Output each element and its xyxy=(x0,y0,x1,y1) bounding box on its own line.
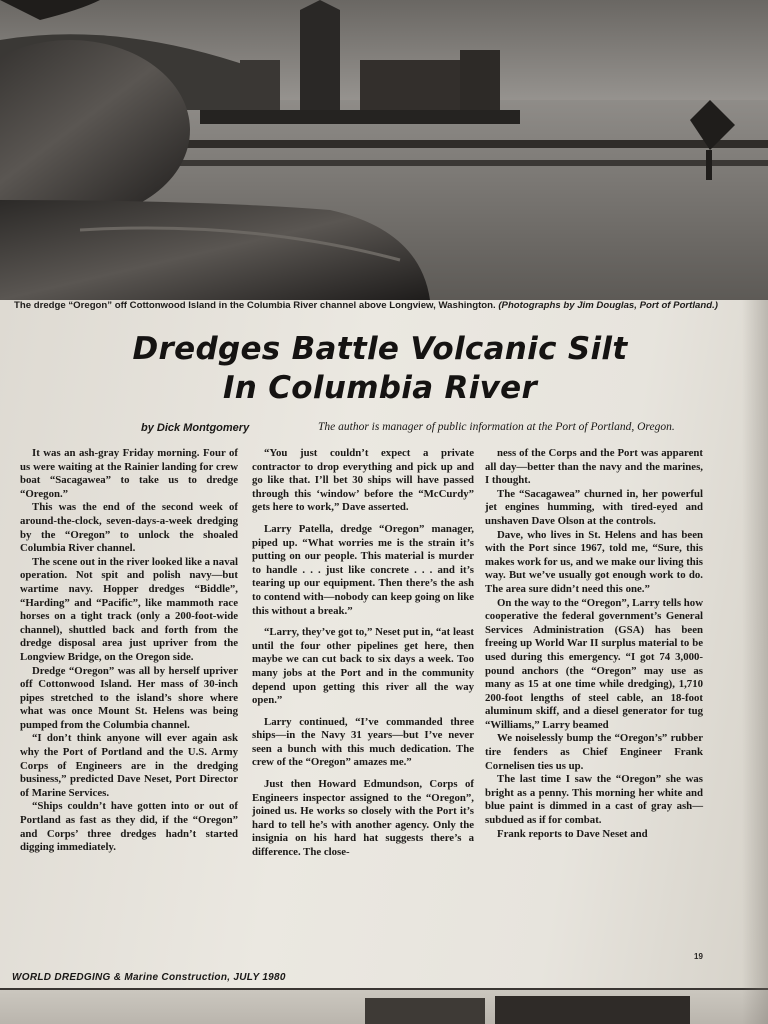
paragraph: The last time I saw the “Oregon” she was bright as a penny. This morning her white and blue paint is dimmed in a cast of gray ash—subdued as if for combat. xyxy=(485,773,703,827)
paragraph: Dredge “Oregon” was all by herself upriver off Cottonwood Island. Her mass of 30-inch pipes stretched to the island’s shore where what was once Mount St. Helens was being pumped from the Columbia channel. xyxy=(20,664,238,731)
author-note: The author is manager of public information at the Port of Portland, Oregon. xyxy=(318,421,675,433)
magazine-footer: WORLD DREDGING & Marine Construction, JULY 1980 xyxy=(12,972,286,983)
paragraph: This was the end of the second week of around-the-clock, seven-days-a-week dredging by the “Oregon” to unlock the shoaled Columbia River channel. xyxy=(20,501,238,555)
paragraph: We noiselessly bump the “Oregon’s” rubber tire fenders as Chief Engineer Frank Cornelisen ties us up. xyxy=(485,732,703,772)
underlying-photo xyxy=(365,998,485,1024)
paragraph: “You just couldn’t expect a private contractor to drop everything and pick up and go like that. I’ll bet 30 ships will have passed through this ‘window’ before the “McCurdy” gets here to work,” Dave asserted. xyxy=(252,447,474,514)
paragraph: Larry Patella, dredge “Oregon” manager, piped up. “What worries me is the strain it’s putting on our people. This material is murder to handle . . . just like concrete . . . and it’s tearing up our equipment. Then there’s the ash to contend with—nobody can keep going on like this without a break.” xyxy=(252,522,474,617)
paragraph: The “Sacagawea” churned in, her powerful jet engines humming, with tired-eyed and unshaven Dave Olson at the controls. xyxy=(485,487,703,527)
paragraph: Just then Howard Edmundson, Corps of Engineers inspector assigned to the “Oregon”, joined us. He works so closely with the Port it’s hard to tell he’s with another agency. Only the insignia on his hard hat suggests there’s a difference. The close- xyxy=(252,778,474,859)
paragraph: Frank reports to Dave Neset and xyxy=(497,827,648,840)
paragraph: On the way to the “Oregon”, Larry tells how cooperative the federal government’s General Services Administration (GSA) has been freeing up World War II surplus material to be used during this emergency. “I got 74 3,000-pound anchors (the “Oregon” may use as many as 15 at one time while dredging), 1,710 200-foot lengths of steel cable, an 18-foot aluminum skiff, and a diesel generator for tug “Williams,” Larry beamed xyxy=(485,596,703,731)
paragraph: It was an ash-gray Friday morning. Four of us were waiting at the Rainier landing for crew boat “Sacagawea” to take us to dredge “Oregon.” xyxy=(20,447,238,500)
dredge-photo xyxy=(0,0,768,300)
article-column-3 xyxy=(485,447,703,841)
article-column-1 xyxy=(20,447,238,855)
paragraph: Larry continued, “I’ve commanded three ships—in the Navy 31 years—but I’ve never seen a bunch with this much dedication. The crew of the “Oregon” amazes me.” xyxy=(252,715,474,769)
headline-line-1: Dredges Battle Volcanic Silt xyxy=(132,331,628,367)
paragraph: “Larry, they’ve got to,” Neset put in, “at least until the four other pipelines get here, then maybe we can cut back to six days a week. Too many jobs at the Port and in the community depend upon getting this river all the way open.” xyxy=(252,626,474,707)
article-headline xyxy=(0,330,760,408)
paragraph: ness of the Corps and the Port was apparent all day—better than the navy and the marines, I thought. xyxy=(485,447,703,487)
paragraph: “I don’t think anyone will ever again ask why the Port of Portland and the U.S. Army Corps of Engineers are in the dredging business,” predicted Dave Neset, Port Director of Marine Services. xyxy=(20,732,238,799)
paragraph: “Ships couldn’t have gotten into or out of Portland as fast as they did, if the “Oregon” and Corps’ three dredges hadn’t started digging immediately. xyxy=(20,800,238,854)
paragraph: The scene out in the river looked like a naval operation. Not spit and polish navy—but wartime navy. Hopper dredges “Biddle”, “Harding” and “Pacific”, like mammoth race horses on a tight track (only a 200-foot-wide channel), shuttled back and forth from the dredge disposal area just upriver from the Longview Bridge, on the Oregon side. xyxy=(20,555,238,663)
page-number: 19 xyxy=(694,952,703,961)
article-column-2 xyxy=(252,447,474,860)
dredge-photo-illustration xyxy=(0,0,768,300)
photo-caption xyxy=(14,300,759,312)
caption-credit: (Photographs by Jim Douglas, Port of Portland.) xyxy=(498,300,718,311)
byline: by Dick Montgomery xyxy=(141,422,250,434)
headline-line-2: In Columbia River xyxy=(222,370,538,406)
caption-main: The dredge “Oregon” off Cottonwood Island in the Columbia River channel above Longview, Washington. xyxy=(14,300,496,311)
page-edge-shadow xyxy=(742,300,768,1024)
paragraph: Dave, who lives in St. Helens and has been with the Port since 1967, told me, “Sure, this makes work for us, and we make our living this way. But we’ve usually got enough work to do. The area sure didn’t need this one.” xyxy=(485,528,703,595)
underlying-photo xyxy=(495,996,690,1024)
